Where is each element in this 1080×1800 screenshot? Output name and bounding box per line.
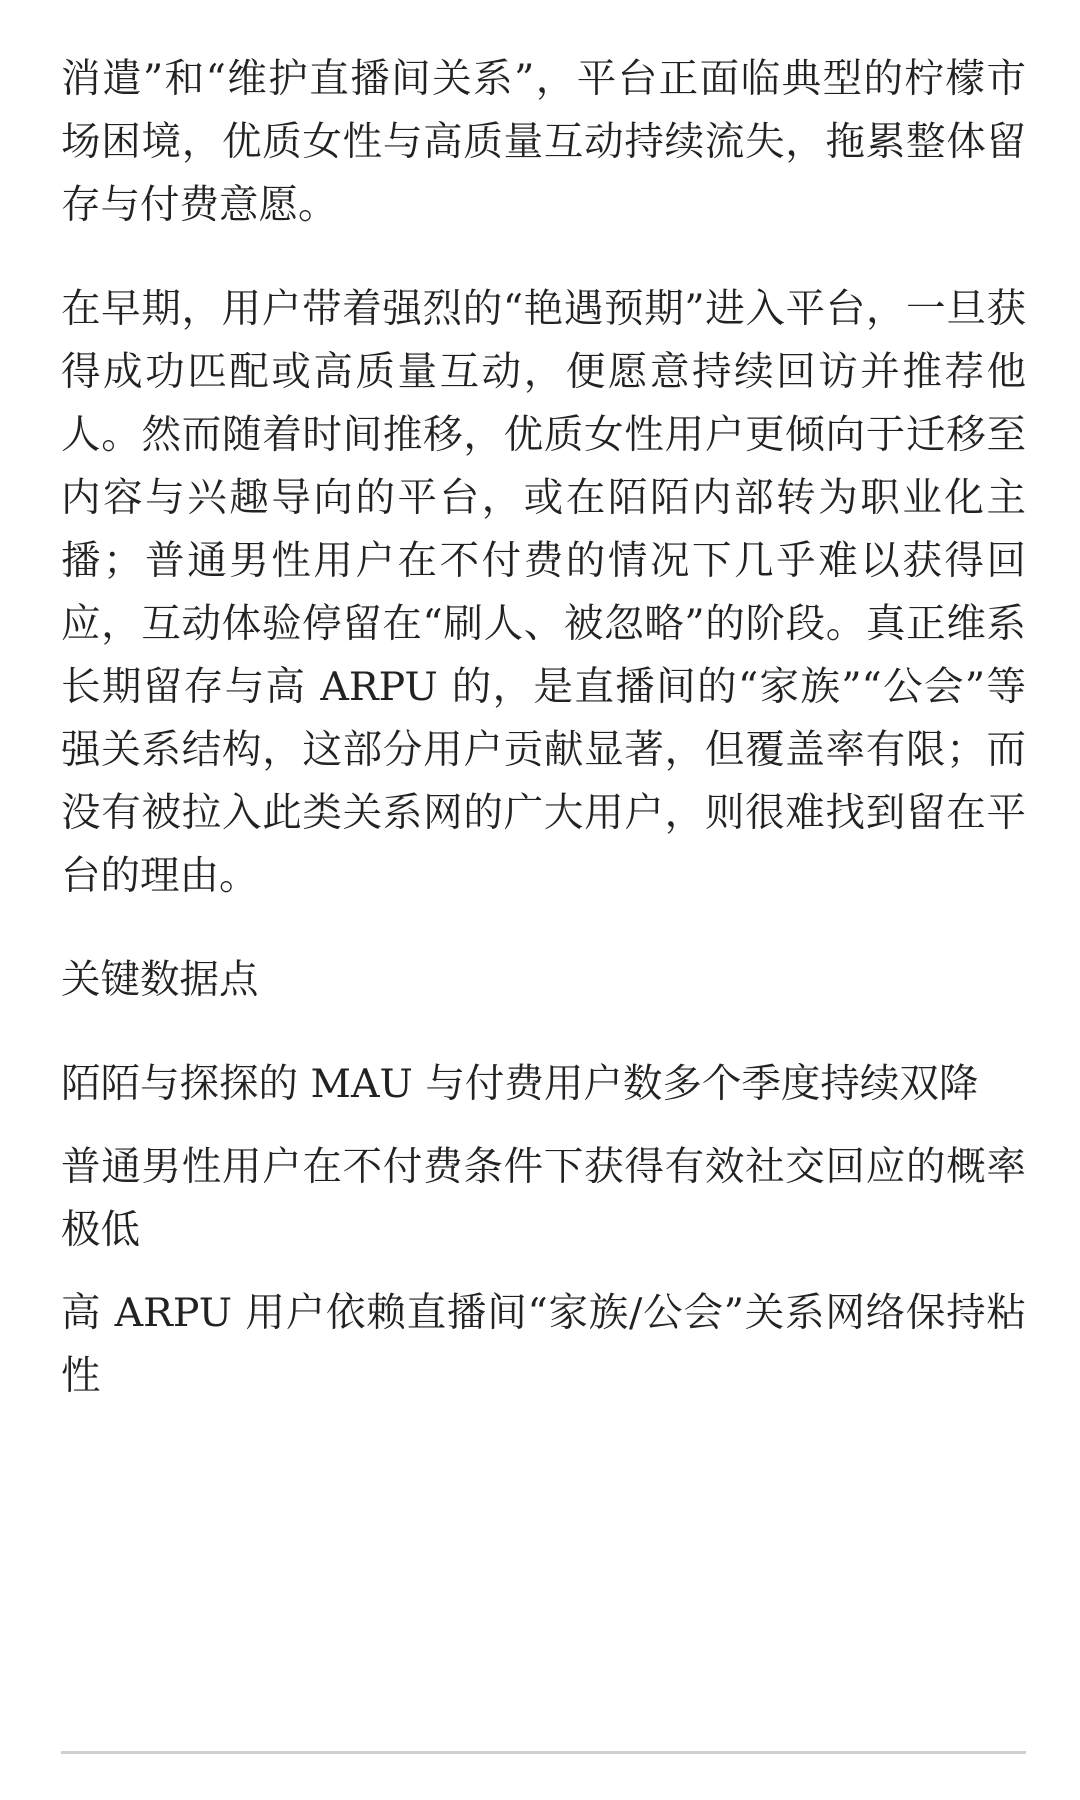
article-body	[61, 48, 1026, 1428]
key-point-item: 高 ARPU 用户依赖直播间“家族/公会”关系网络保持粘性	[61, 1290, 1026, 1399]
paragraph-analysis: 在早期，用户带着强烈的“艳遇预期”进入平台，一旦获得成功匹配或高质量互动，便愿意持续回访并推荐他人。然而随着时间推移，优质女性用户更倾向于迁移至内容与兴趣导向的平台，或在陌陌内部转为职业化主播；普通男性用户在不付费的情况下几乎难以获得回应，互动体验停留在“刷人、被忽略”的阶段。真正维系长期留存与高 ARPU 的，是直播间的“家族”“公会”等强关系结构，这部分用户贡献显著，但覆盖率有限；而没有被拉入此类关系网的广大用户，则很难找到留在平台的理由。	[61, 286, 1026, 899]
key-point-item: 普通男性用户在不付费条件下获得有效社交回应的概率极低	[61, 1144, 1026, 1253]
key-point-item: 陌陌与探探的 MAU 与付费用户数多个季度持续双降	[61, 1061, 979, 1107]
section-divider	[61, 1751, 1026, 1754]
section-heading: 关键数据点	[61, 957, 259, 1003]
paragraph-intro: 消遣”和“维护直播间关系”，平台正面临典型的柠檬市场困境，优质女性与高质量互动持续流失，拖累整体留存与付费意愿。	[61, 56, 1026, 228]
